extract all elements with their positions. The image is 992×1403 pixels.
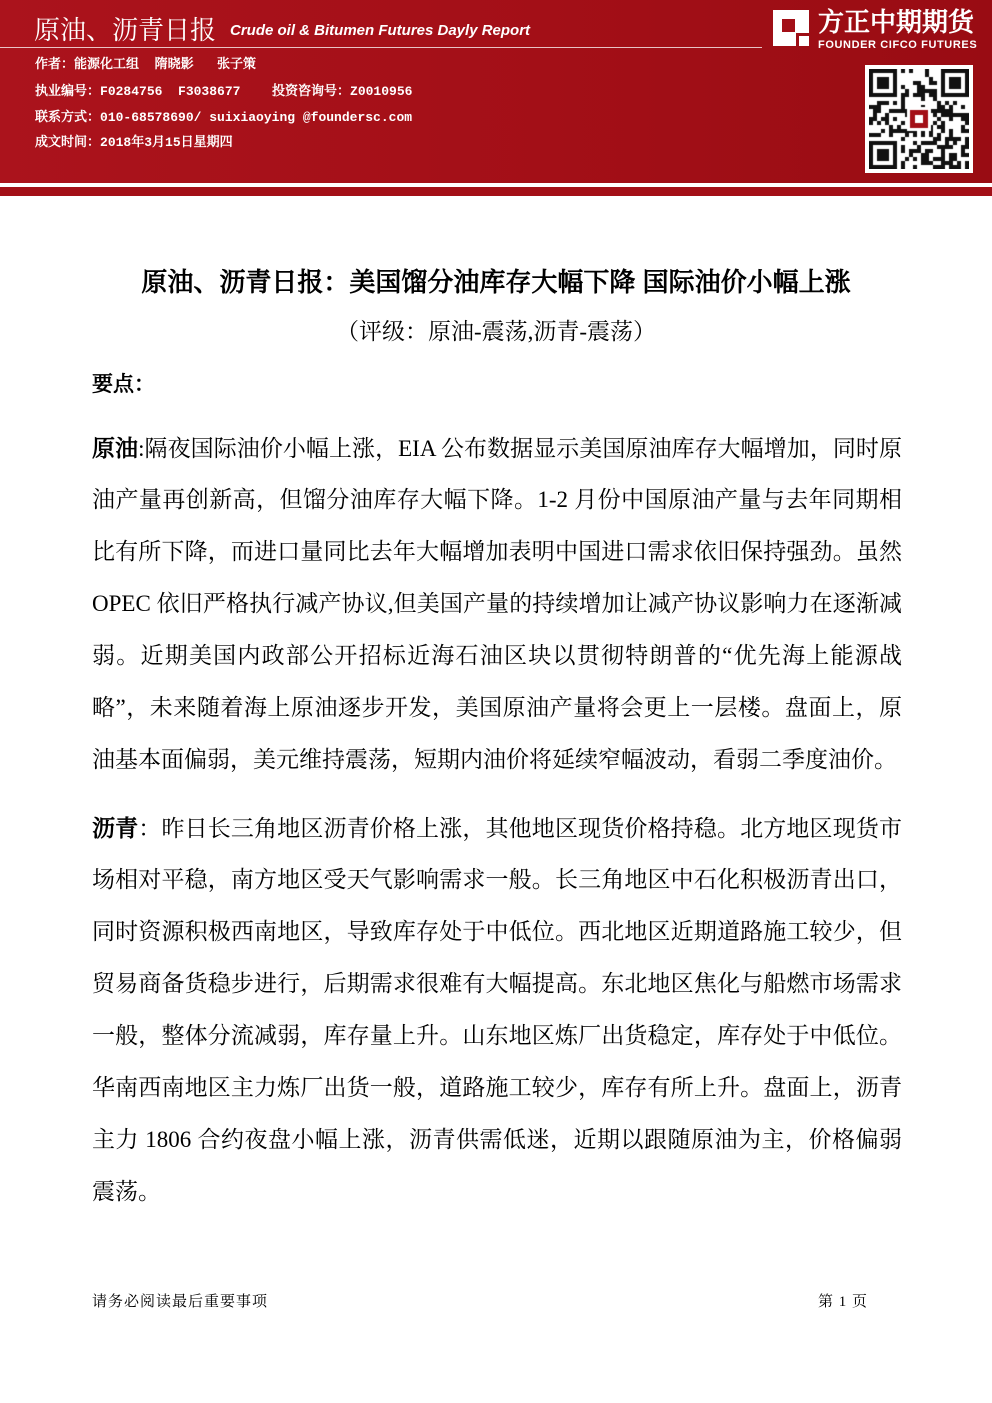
bitumen-line: 贸易商备货稳步进行，后期需求很难有大幅提高。东北地区焦化与船燃市场需求 (92, 971, 902, 996)
contact-value: 010-68578690/ suixiaoying @foundersc.com (100, 110, 413, 125)
license-line (35, 83, 240, 101)
bitumen-text: ：昨日长三角地区沥青价格上涨，其他地区现货价格持稳。北方地区现货市 (138, 816, 903, 841)
company-name: 方正中期期货 (818, 7, 975, 37)
header-divider (0, 47, 762, 48)
consult-label: 投资咨询号： (272, 84, 351, 99)
key-points-heading: 要点： (92, 373, 155, 396)
date-line (35, 134, 233, 152)
qr-code-icon (865, 65, 973, 173)
author-line (35, 56, 256, 74)
rating: （评级：原油-震荡,沥青-震荡） (335, 319, 657, 344)
crude-oil-line: 油产量再创新高，但馏分油库存大幅下降。1-2 月份中国原油产量与去年同期相 (92, 487, 902, 512)
license-label: 执业编号： (35, 84, 101, 99)
crude-oil-label: 原油 (92, 435, 139, 461)
crude-oil-line: 略”，未来随着海上原油逐步开发，美国原油产量将会更上一层楼。盘面上，原 (92, 695, 902, 720)
author-value: 能源化工组 隋晓影 张子策 (74, 57, 257, 72)
company-name-en: FOUNDER CIFCO FUTURES (818, 39, 978, 51)
header-bottom-strip (0, 187, 992, 196)
founder-logo-icon (770, 7, 812, 49)
bitumen-line: 同时资源积极西南地区，导致库存处于中低位。西北地区近期道路施工较少，但 (92, 919, 902, 944)
report-series-title: 原油、沥青日报 (34, 15, 217, 45)
contact-line (35, 109, 412, 127)
bitumen-label: 沥青 (92, 815, 139, 841)
crude-oil-line: 油基本面偏弱，美元维持震荡，短期内油价将延续窄幅波动，看弱二季度油价。 (92, 747, 897, 772)
crude-oil-line: OPEC 依旧严格执行减产协议,但美国产量的持续增加让减产协议影响力在逐渐减 (92, 591, 902, 616)
bitumen-line: 震荡。 (92, 1179, 161, 1204)
license-value: F0284756 F3038677 (100, 84, 241, 99)
crude-oil-line (92, 422, 902, 474)
page-title: 原油、沥青日报：美国馏分油库存大幅下降 国际油价小幅上涨 (141, 267, 851, 297)
crude-oil-line: 比有所下降，而进口量同比去年大幅增加表明中国进口需求依旧保持强劲。虽然 (92, 539, 902, 564)
consult-line (272, 83, 412, 101)
page-number: 第 1 页 (818, 1294, 869, 1310)
crude-oil-line: 弱。近期美国内政部公开招标近海石油区块以贯彻特朗普的“优先海上能源战 (92, 643, 902, 668)
bitumen-line: 华南西南地区主力炼厂出货一般，道路施工较少，库存有所上升。盘面上，沥青 (92, 1075, 902, 1100)
footer-notice: 请务必阅读最后重要事项 (92, 1294, 269, 1310)
bitumen-line (92, 802, 902, 854)
author-label: 作者： (35, 57, 75, 72)
bitumen-line: 主力 1806 合约夜盘小幅上涨，沥青供需低迷，近期以跟随原油为主，价格偏弱 (92, 1127, 902, 1152)
crude-oil-text: :隔夜国际油价小幅上涨，EIA 公布数据显示美国原油库存大幅增加，同时原 (138, 436, 902, 461)
date-label: 成文时间： (35, 135, 101, 150)
date-value: 2018年3月15日星期四 (100, 135, 233, 150)
qr-code (869, 69, 969, 169)
consult-value: Z0010956 (350, 84, 413, 99)
contact-label: 联系方式： (35, 110, 101, 125)
bitumen-line: 场相对平稳，南方地区受天气影响需求一般。长三角地区中石化积极沥青出口， (92, 867, 902, 892)
bitumen-line: 一般，整体分流减弱，库存量上升。山东地区炼厂出货稳定，库存处于中低位。 (92, 1023, 902, 1048)
report-series-title-en: Crude oil & Bitumen Futures Dayly Report (230, 22, 531, 39)
